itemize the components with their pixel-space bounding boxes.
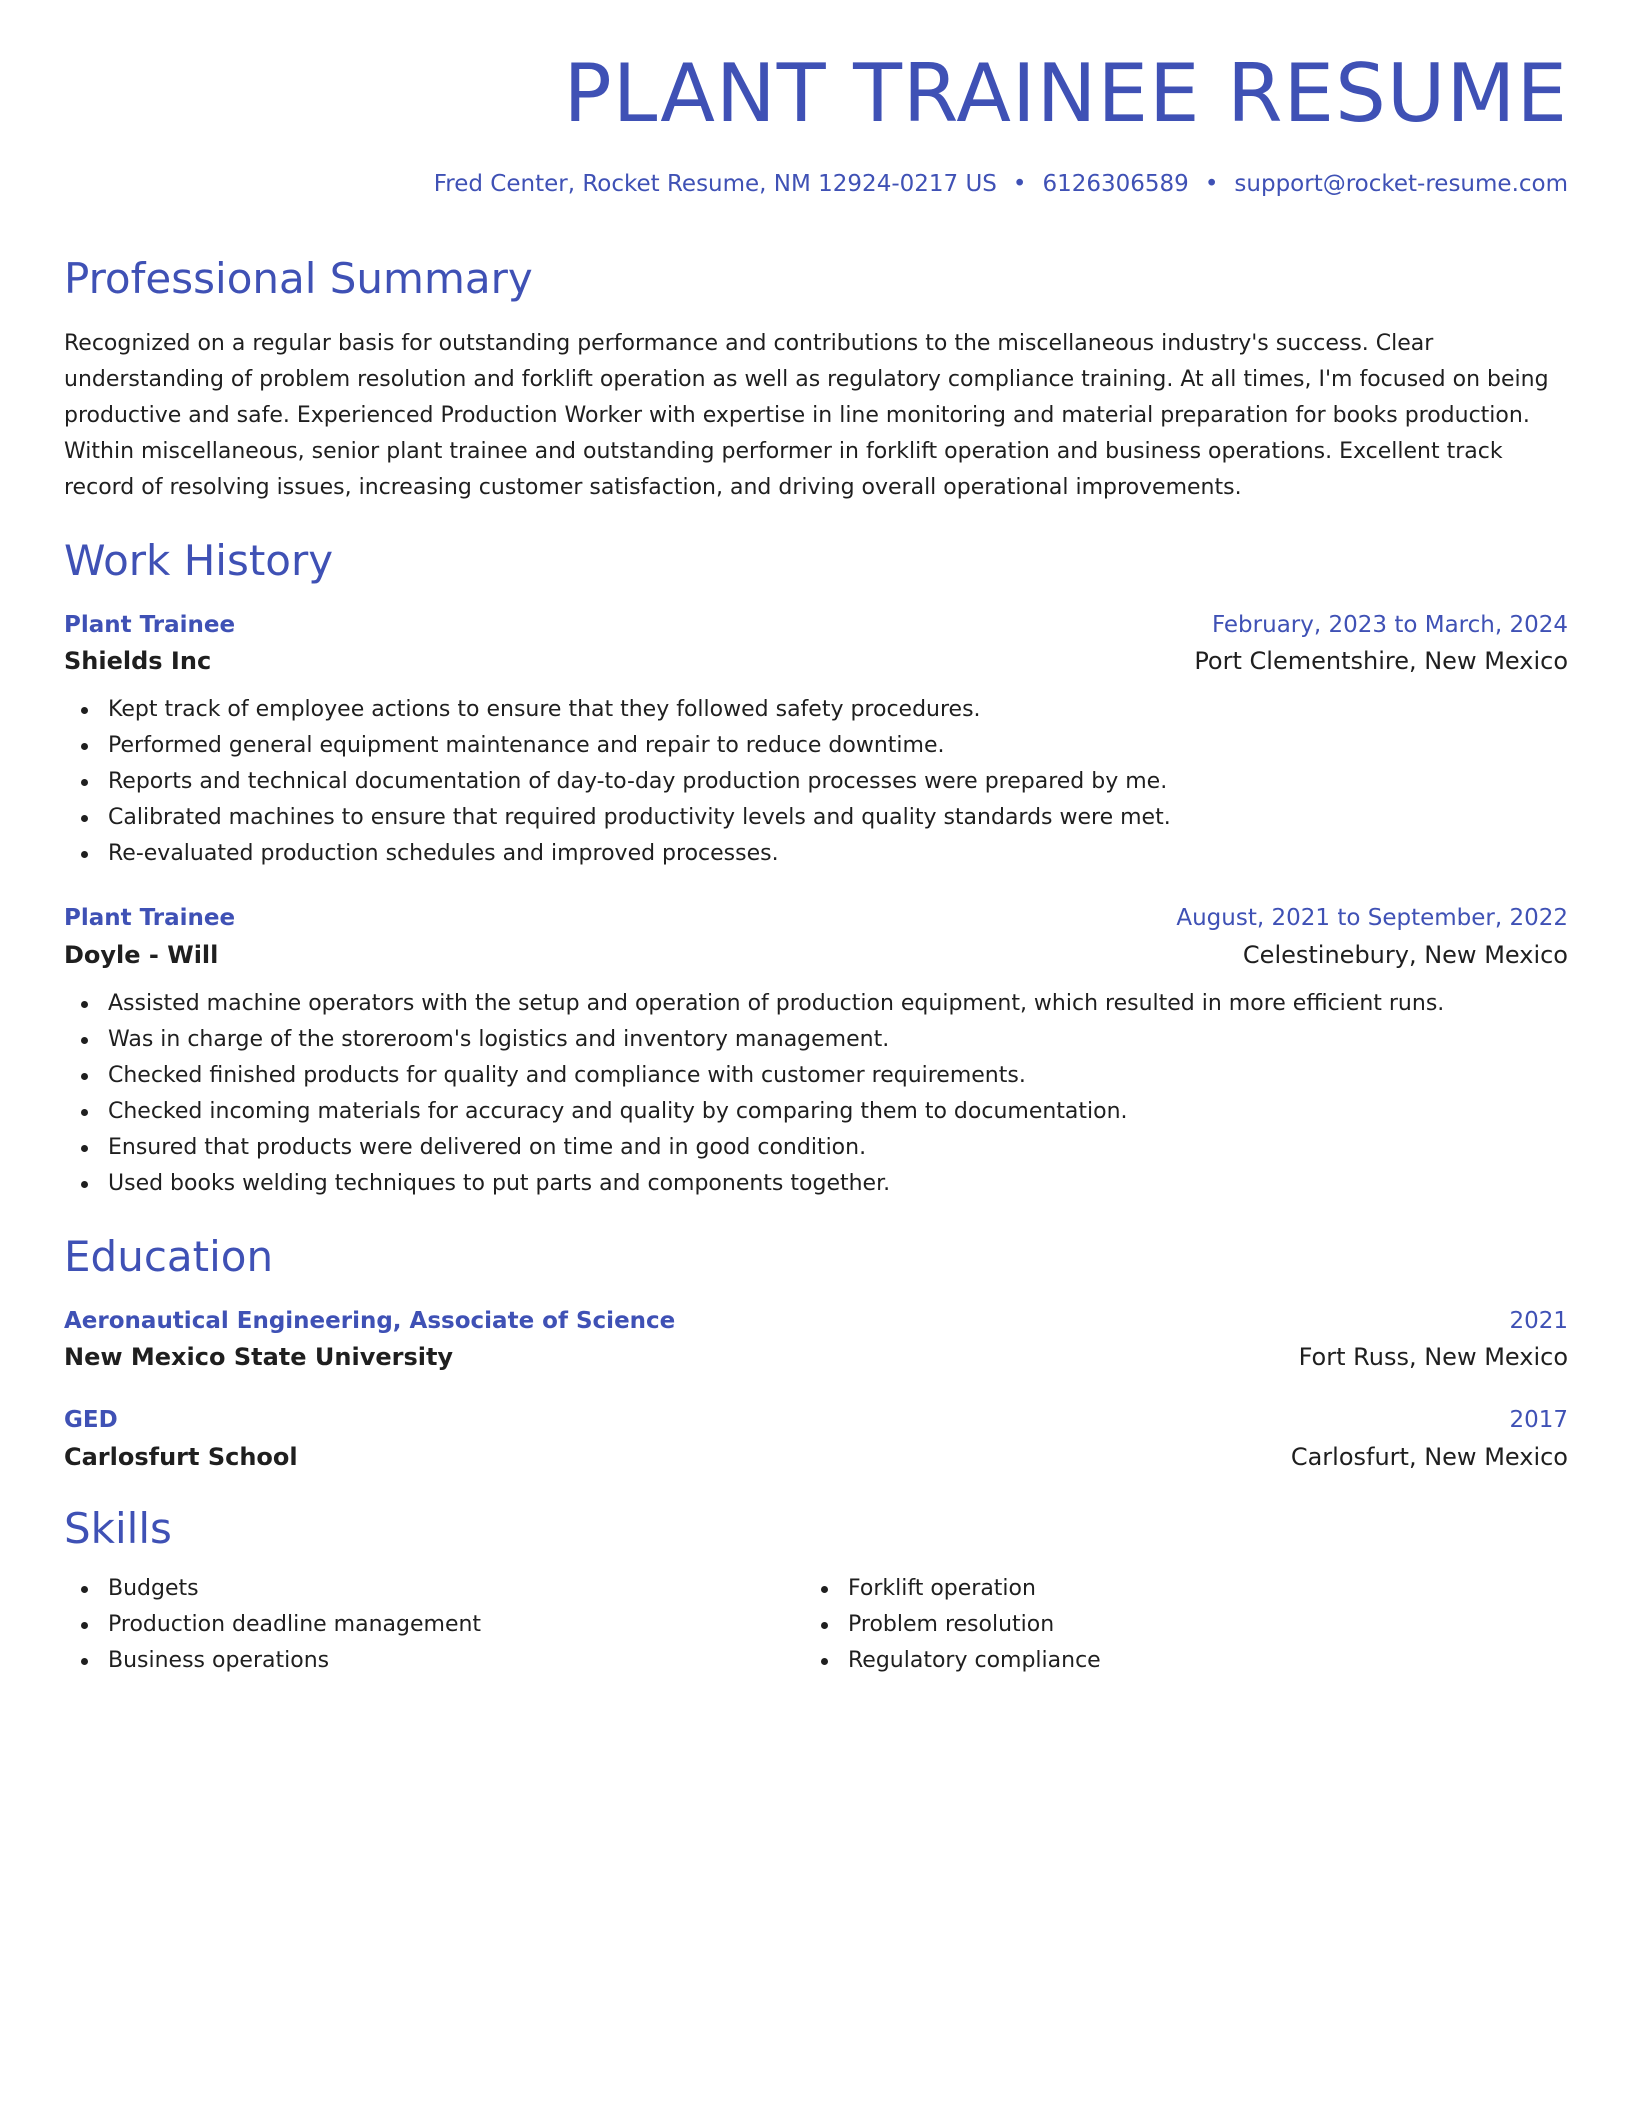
skill-text: Budgets [108,1575,199,1601]
list-item [108,1058,1568,1094]
job-location: Celestinebury, New Mexico [1242,940,1568,969]
bullet-icon [821,1586,828,1593]
bullet-text: Was in charge of the storeroom's logistics and inventory management. [108,1027,890,1053]
bullet-text: Calibrated machines to ensure that required productivity levels and quality standards were met. [108,805,1171,831]
skill-text: Business operations [108,1647,330,1673]
education-section [64,1232,1568,1474]
list-item [848,1643,1544,1679]
job-location: Port Clementshire, New Mexico [1194,646,1568,675]
bullet-icon [81,1145,88,1152]
job-bullets [64,692,1568,872]
list-item [108,728,1568,764]
section-heading-work: Work History [64,536,334,586]
job-title: Plant Trainee [64,611,236,638]
bullet-icon [821,1658,828,1665]
summary-text: Recognized on a regular basis for outstanding performance and contributions to the miscellaneous industry's success. Clear understanding of problem resolution and forklift operation as well as regulatory compliance training. At all times, I'm focused on being productive and safe. Experienced Production Worker with expertise in line monitoring and material preparation for books production. Within miscellaneous, senior plant trainee and outstanding performer in forklift operation and business operations. Excellent track record of resolving issues, increasing customer satisfaction, and driving overall operational improvements. [64,331,1549,501]
skill-text: Problem resolution [848,1611,1055,1637]
bullet-text: Used books welding techniques to put parts and components together. [108,1171,891,1197]
list-item [108,986,1568,1022]
education-school: New Mexico State University [64,1342,454,1371]
education-year: 2021 [1509,1307,1568,1334]
work-history-section [64,536,1568,1202]
contact-line [64,170,1568,200]
resume-title: PLANT TRAINEE RESUME [563,47,1568,140]
list-item [108,800,1568,836]
section-heading-education: Education [64,1232,274,1282]
bullet-icon [81,815,88,822]
skill-text: Regulatory compliance [848,1647,1101,1673]
skills-list [64,1571,804,1679]
bullet-text: Checked finished products for quality and compliance with customer requirements. [108,1063,1026,1089]
bullet-text: Checked incoming materials for accuracy and quality by comparing them to documentation. [108,1099,1128,1125]
contact-email[interactable]: support@rocket-resume.com [1234,171,1568,197]
skill-text: Production deadline management [108,1611,482,1637]
education-location: Carlosfurt, New Mexico [1290,1442,1568,1471]
contact-separator: • [1012,171,1027,197]
job-dates: February, 2023 to March, 2024 [1211,611,1568,638]
list-item [108,1166,1568,1202]
contact-separator: • [1204,171,1219,197]
job-entry [64,902,1568,1202]
bullet-icon [821,1622,828,1629]
job-dates: August, 2021 to September, 2022 [1176,905,1568,932]
job-title: Plant Trainee [64,905,236,932]
list-item [848,1607,1544,1643]
bullet-icon [81,1658,88,1665]
bullet-icon [81,1073,88,1080]
bullet-text: Ensured that products were delivered on time and in good condition. [108,1135,867,1161]
list-item [108,1643,804,1679]
bullet-text: Assisted machine operators with the setup and operation of production equipment, which resulted in more efficient runs. [108,991,1445,1017]
job-company: Doyle - Will [64,940,219,969]
bullet-icon [81,743,88,750]
list-item [108,1571,804,1607]
skills-grid [64,1571,1568,1679]
list-item [108,1022,1568,1058]
skills-section [64,1504,1568,1678]
bullet-text: Reports and technical documentation of day-to-day production processes were prepared by me. [108,769,1168,795]
skill-text: Forklift operation [848,1575,1036,1601]
bullet-text: Kept track of employee actions to ensure that they followed safety procedures. [108,697,981,723]
education-entry [64,1404,1568,1474]
bullet-icon [81,1181,88,1188]
skills-column-left [64,1571,804,1679]
list-item [108,1130,1568,1166]
education-year: 2017 [1509,1407,1568,1434]
list-item [108,764,1568,800]
education-location: Fort Russ, New Mexico [1298,1342,1568,1371]
job-bullets [64,986,1568,1202]
bullet-text: Re-evaluated production schedules and improved processes. [108,841,779,867]
skills-column-right [804,1571,1544,1679]
skills-list [804,1571,1544,1679]
contact-phone: 6126306589 [1042,171,1189,197]
bullet-icon [81,1109,88,1116]
list-item [108,1094,1568,1130]
bullet-icon [81,1037,88,1044]
education-entry [64,1305,1568,1375]
section-heading-skills: Skills [64,1504,172,1554]
list-item [848,1571,1544,1607]
education-degree: Aeronautical Engineering, Associate of Science [64,1307,676,1334]
list-item [108,1607,804,1643]
list-item [108,836,1568,872]
list-item [108,692,1568,728]
job-entry [64,609,1568,873]
bullet-icon [81,1586,88,1593]
bullet-text: Performed general equipment maintenance and repair to reduce downtime. [108,733,945,759]
education-degree: GED [64,1407,118,1434]
professional-summary-section [64,254,1568,506]
bullet-icon [81,707,88,714]
bullet-icon [81,1622,88,1629]
education-school: Carlosfurt School [64,1442,298,1471]
bullet-icon [81,779,88,786]
bullet-icon [81,1001,88,1008]
job-company: Shields Inc [64,646,212,675]
section-heading-summary: Professional Summary [64,253,533,303]
bullet-icon [81,851,88,858]
contact-address: Fred Center, Rocket Resume, NM 12924-0217 US [433,171,997,197]
